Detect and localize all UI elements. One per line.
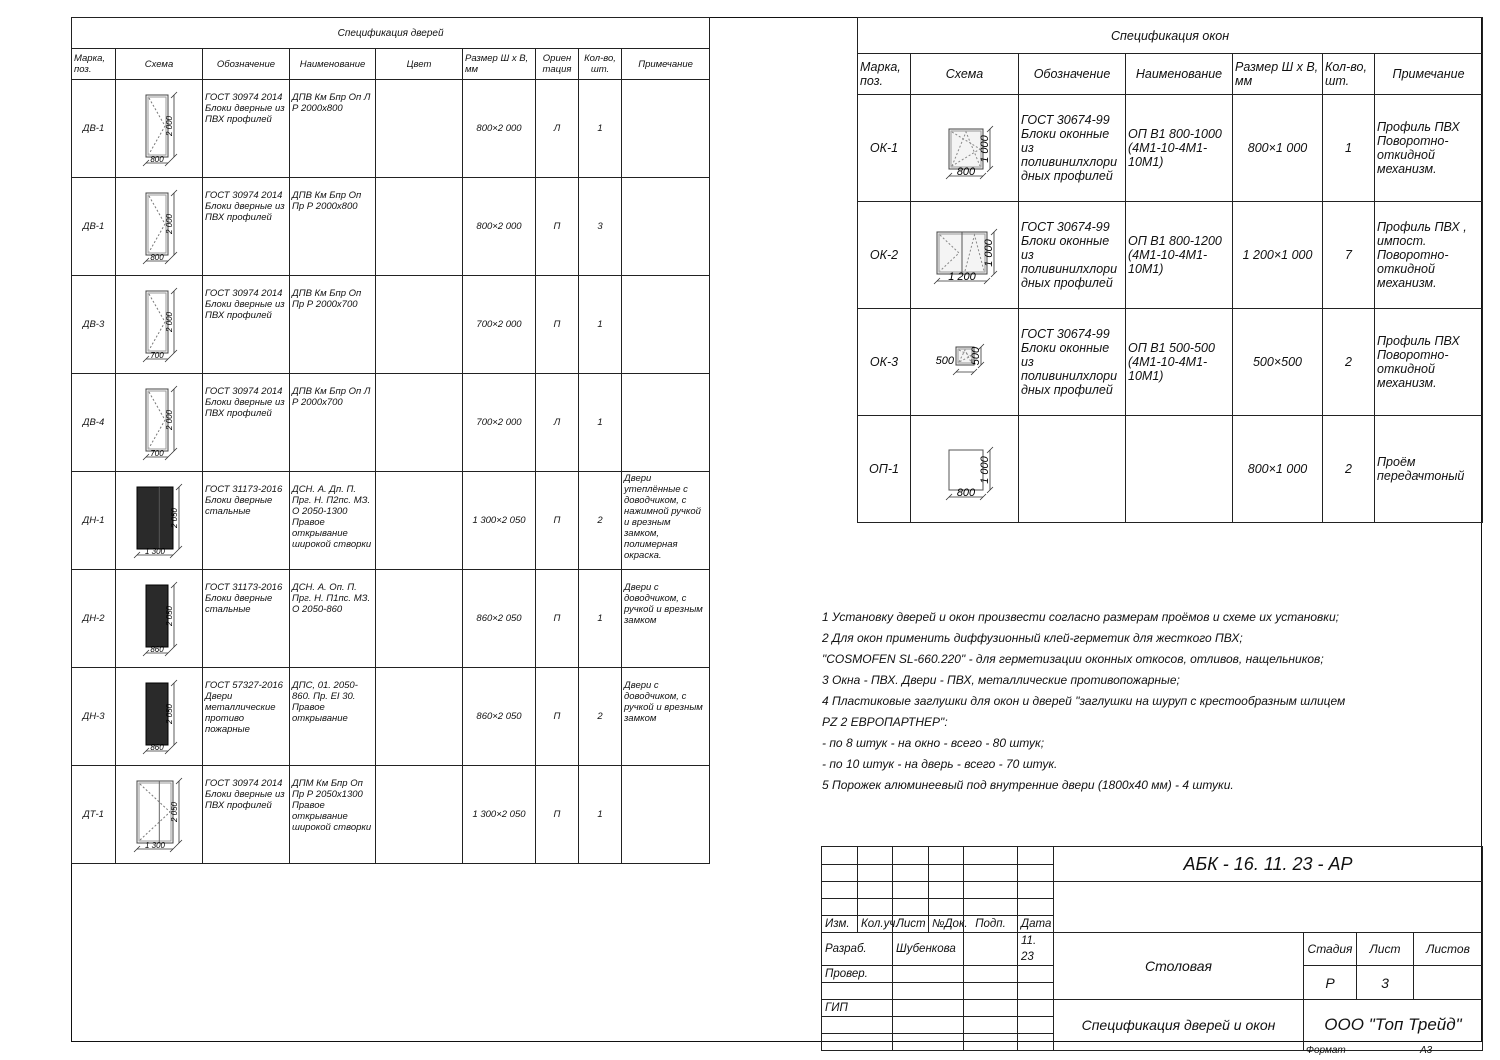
window-schema-cell	[911, 202, 1019, 309]
window-mark: ОК-1	[858, 95, 911, 202]
sheet-label: Лист	[1357, 933, 1414, 966]
door-name: ДПВ Км Бпр Оп Л Р 2000х800	[290, 80, 376, 178]
window-name: ОП В1 800-1000 (4М1-10-4М1-10М1)	[1126, 95, 1233, 202]
stamp-col-date: Дата	[1018, 916, 1054, 933]
dim-height: 2 050	[165, 703, 174, 724]
dim-height: 1 000	[978, 135, 991, 163]
door-schema-cell	[116, 668, 203, 766]
door-mark: ДТ-1	[72, 766, 116, 864]
dim-width: 800	[150, 252, 164, 262]
sheets-value	[1414, 966, 1483, 1000]
note-line: 2 Для окон применить диффузионный клей-герметик для жесткого ПВХ;	[822, 631, 1243, 645]
sheet-title: Спецификация дверей и окон	[1054, 1000, 1304, 1051]
door-name: ДСН. А. Дп. П. Прг. Н. П2пс. МЗ. О 2050-1300 Правое открывание широкой створки	[290, 472, 376, 570]
stamp-col-sheet: Лист	[893, 916, 929, 933]
window-designation	[1019, 416, 1126, 523]
door-qty: 1	[579, 276, 622, 374]
dim-height: 2 000	[165, 213, 174, 234]
window-name: ОП В1 800-1200 (4М1-10-4М1-10М1)	[1126, 202, 1233, 309]
col-mark: Марка, поз.	[72, 49, 116, 80]
col-schema: Схема	[116, 49, 203, 80]
door-color	[376, 668, 463, 766]
dim-width: 500	[935, 355, 954, 367]
door-designation: ГОСТ 31173-2016 Блоки дверные стальные	[203, 570, 290, 668]
door-name: ДПС, 01. 2050-860. Пр. EI 30. Правое открывание	[290, 668, 376, 766]
dim-width: 800	[956, 166, 975, 178]
door-designation: ГОСТ 30974 2014 Блоки дверные из ПВХ профилей	[203, 766, 290, 864]
window-size: 800×1 000	[1233, 416, 1323, 523]
door-mark: ДН-2	[72, 570, 116, 668]
developer-name: Шубенкова	[893, 933, 964, 966]
note-line: 5 Порожек алюминеевый под внутренние двери (1800х40 мм) - 4 штуки.	[822, 778, 1234, 792]
window-mark: ОП-1	[858, 416, 911, 523]
col-size: Размер Ш х В, мм	[1233, 54, 1323, 95]
door-schema-icon	[119, 285, 199, 365]
door-row	[72, 570, 710, 668]
door-schema-cell	[116, 178, 203, 276]
door-size: 860×2 050	[463, 668, 536, 766]
dim-height: 2 050	[170, 507, 179, 528]
dim-width: 860	[150, 742, 164, 752]
door-designation: ГОСТ 57327-2016 Двери металлические противо пожарные	[203, 668, 290, 766]
col-schema: Схема	[911, 54, 1019, 95]
window-size: 1 200×1 000	[1233, 202, 1323, 309]
window-qty: 2	[1323, 309, 1375, 416]
window-size: 500×500	[1233, 309, 1323, 416]
door-schema-icon	[119, 775, 199, 855]
window-schema-cell	[911, 309, 1019, 416]
door-name: ДПВ Км Бпр Оп Пр Р 2000х700	[290, 276, 376, 374]
windows-spec-table	[857, 17, 1483, 523]
door-orientation: Л	[536, 80, 579, 178]
door-qty: 3	[579, 178, 622, 276]
door-name: ДПМ Км Бпр Оп Пр Р 2050х1300 Правое открывание широкой створки	[290, 766, 376, 864]
door-orientation: П	[536, 766, 579, 864]
col-color: Цвет	[376, 49, 463, 80]
door-size: 700×2 000	[463, 374, 536, 472]
col-mark: Марка, поз.	[858, 54, 911, 95]
door-orientation: П	[536, 668, 579, 766]
door-note	[622, 276, 710, 374]
dim-width: 1 300	[144, 840, 166, 850]
door-color	[376, 766, 463, 864]
door-color	[376, 276, 463, 374]
door-row	[72, 766, 710, 864]
note-line: "COSMOFEN SL-660.220" - для герметизации оконных откосов, отливов, нащельников;	[822, 652, 1324, 666]
door-note: Двери с доводчиком, с ручкой и врезным замком	[622, 668, 710, 766]
dim-height: 2 050	[170, 801, 179, 822]
dim-height: 2 050	[165, 605, 174, 626]
dim-width: 860	[150, 644, 164, 654]
col-designation: Обозначение	[1019, 54, 1126, 95]
door-qty: 1	[579, 80, 622, 178]
col-name: Наименование	[290, 49, 376, 80]
window-row	[858, 202, 1483, 309]
window-mark: ОК-2	[858, 202, 911, 309]
window-schema-icon	[915, 424, 1015, 514]
stage-label: Стадия	[1304, 933, 1357, 966]
developer-date: 11. 23	[1018, 933, 1054, 966]
object-name: Столовая	[1054, 933, 1304, 1000]
col-designation: Обозначение	[203, 49, 290, 80]
door-schema-icon	[119, 579, 199, 659]
stamp-col-count: Кол.уч.	[858, 916, 893, 933]
role-developer: Разраб.	[822, 933, 893, 966]
door-schema-cell	[116, 374, 203, 472]
title-block	[821, 846, 1482, 1042]
door-orientation: П	[536, 472, 579, 570]
stage-value: Р	[1304, 966, 1357, 1000]
note-line: - по 8 штук - на окно - всего - 80 штук;	[822, 736, 1045, 750]
window-row	[858, 309, 1483, 416]
door-designation: ГОСТ 30974 2014 Блоки дверные из ПВХ профилей	[203, 276, 290, 374]
dim-width: 800	[956, 487, 975, 499]
stamp-col-sign: Подп.	[964, 916, 1018, 933]
door-designation: ГОСТ 30974 2014 Блоки дверные из ПВХ профилей	[203, 374, 290, 472]
window-name	[1126, 416, 1233, 523]
door-mark: ДВ-3	[72, 276, 116, 374]
role-checker: Провер.	[822, 966, 893, 983]
door-row	[72, 178, 710, 276]
door-size: 800×2 000	[463, 178, 536, 276]
door-row	[72, 668, 710, 766]
window-qty: 7	[1323, 202, 1375, 309]
door-color	[376, 178, 463, 276]
door-name: ДСН. А. Оп. П. Прг. Н. П1пс. МЗ. О 2050-860	[290, 570, 376, 668]
door-qty: 1	[579, 374, 622, 472]
door-designation: ГОСТ 30974 2014 Блоки дверные из ПВХ профилей	[203, 178, 290, 276]
door-row	[72, 472, 710, 570]
window-row	[858, 416, 1483, 523]
door-size: 800×2 000	[463, 80, 536, 178]
door-row	[72, 80, 710, 178]
dim-height: 2 000	[165, 115, 174, 136]
door-name: ДПВ Км Бпр Оп Л Р 2000х700	[290, 374, 376, 472]
col-qty: Кол-во, шт.	[579, 49, 622, 80]
dim-width: 700	[150, 448, 164, 458]
door-color	[376, 570, 463, 668]
door-qty: 1	[579, 766, 622, 864]
dim-height: 1 000	[978, 456, 991, 484]
window-schema-icon	[915, 103, 1015, 193]
door-row	[72, 374, 710, 472]
door-designation: ГОСТ 31173-2016 Блоки дверные стальные	[203, 472, 290, 570]
dim-height: 1 000	[982, 239, 995, 267]
dim-width: 800	[150, 154, 164, 164]
window-name: ОП В1 500-500 (4М1-10-4М1-10М1)	[1126, 309, 1233, 416]
window-note: Профиль ПВХ Поворотно-откидной механизм.	[1375, 95, 1483, 202]
col-name: Наименование	[1126, 54, 1233, 95]
note-line: 1 Установку дверей и окон произвести согласно размерам проёмов и схеме их установки;	[822, 610, 1339, 624]
window-note: Профиль ПВХ , импост. Поворотно-откидной механизм.	[1375, 202, 1483, 309]
door-schema-cell	[116, 80, 203, 178]
format-value: А3	[1420, 1045, 1433, 1056]
project-title-cell	[1054, 882, 1483, 933]
door-note	[622, 178, 710, 276]
window-designation: ГОСТ 30674-99 Блоки оконные из поливинилхлори дных профилей	[1019, 309, 1126, 416]
stamp-col-doc: №Док.	[929, 916, 964, 933]
general-notes	[822, 607, 1482, 796]
door-schema-cell	[116, 276, 203, 374]
col-size: Размер Ш х В, мм	[463, 49, 536, 80]
door-schema-icon	[119, 89, 199, 169]
window-schema-icon	[915, 317, 1015, 407]
door-schema-icon	[119, 481, 199, 561]
document-code: АБК - 16. 11. 23 - АР	[1054, 847, 1483, 882]
doors-spec-title: Спецификация дверей	[72, 18, 710, 49]
door-qty: 2	[579, 668, 622, 766]
door-schema-cell	[116, 766, 203, 864]
stamp-col-change: Изм.	[822, 916, 858, 933]
note-line: PZ 2 ЕВРОПАРТНЕР":	[822, 715, 948, 729]
door-note: Двери утеплённые с доводчиком, с нажимной ручкой и врезным замком, полимерная окраска.	[622, 472, 710, 570]
door-qty: 1	[579, 570, 622, 668]
door-color	[376, 472, 463, 570]
door-orientation: П	[536, 276, 579, 374]
door-schema-icon	[119, 677, 199, 757]
door-schema-icon	[119, 187, 199, 267]
door-note: Двери с доводчиком, с ручкой и врезным замком	[622, 570, 710, 668]
sheet-value: 3	[1357, 966, 1414, 1000]
window-qty: 1	[1323, 95, 1375, 202]
doors-spec-table	[71, 17, 710, 864]
dim-width: 1 300	[144, 546, 166, 556]
note-line: 4 Пластиковые заглушки для окон и дверей "заглушки на шуруп с крестообразным шлицем	[822, 694, 1346, 708]
door-note	[622, 766, 710, 864]
window-schema-cell	[911, 416, 1019, 523]
door-schema-cell	[116, 472, 203, 570]
door-orientation: П	[536, 178, 579, 276]
door-size: 700×2 000	[463, 276, 536, 374]
window-row	[858, 95, 1483, 202]
col-qty: Кол-во, шт.	[1323, 54, 1375, 95]
window-schema-cell	[911, 95, 1019, 202]
windows-spec-title: Спецификация окон	[858, 18, 1483, 54]
window-size: 800×1 000	[1233, 95, 1323, 202]
door-name: ДПВ Км Бпр Оп Пр Р 2000х800	[290, 178, 376, 276]
dim-height: 2 000	[165, 311, 174, 332]
window-note: Профиль ПВХ Поворотно-откидной механизм.	[1375, 309, 1483, 416]
door-qty: 2	[579, 472, 622, 570]
door-designation: ГОСТ 30974 2014 Блоки дверные из ПВХ профилей	[203, 80, 290, 178]
note-line: 3 Окна - ПВХ. Двери - ПВХ, металлические противопожарные;	[822, 673, 1180, 687]
format-label: Формат	[1306, 1045, 1346, 1056]
col-note: Примечание	[1375, 54, 1483, 95]
door-note	[622, 80, 710, 178]
door-orientation: Л	[536, 374, 579, 472]
door-size: 1 300×2 050	[463, 766, 536, 864]
window-mark: ОК-3	[858, 309, 911, 416]
dim-width: 700	[150, 350, 164, 360]
door-row	[72, 276, 710, 374]
dim-width: 1 200	[947, 271, 976, 283]
window-qty: 2	[1323, 416, 1375, 523]
organization-name: ООО "Топ Трейд"	[1304, 1000, 1483, 1051]
door-schema-cell	[116, 570, 203, 668]
door-size: 1 300×2 050	[463, 472, 536, 570]
door-size: 860×2 050	[463, 570, 536, 668]
door-mark: ДВ-1	[72, 178, 116, 276]
dim-height: 2 000	[165, 409, 174, 430]
col-note: Примечание	[622, 49, 710, 80]
note-line: - по 10 штук - на дверь - всего - 70 штук.	[822, 757, 1058, 771]
window-note: Проём передачтоный	[1375, 416, 1483, 523]
sheets-label: Листов	[1414, 933, 1483, 966]
role-gip: ГИП	[822, 1000, 893, 1017]
dim-height: 500	[969, 346, 982, 366]
window-designation: ГОСТ 30674-99 Блоки оконные из поливинилхлори дных профилей	[1019, 202, 1126, 309]
window-schema-icon	[915, 210, 1015, 300]
door-color	[376, 374, 463, 472]
door-note	[622, 374, 710, 472]
door-mark: ДН-3	[72, 668, 116, 766]
window-designation: ГОСТ 30674-99 Блоки оконные из поливинилхлори дных профилей	[1019, 95, 1126, 202]
door-mark: ДН-1	[72, 472, 116, 570]
door-mark: ДВ-1	[72, 80, 116, 178]
door-orientation: П	[536, 570, 579, 668]
door-mark: ДВ-4	[72, 374, 116, 472]
col-orientation: Ориен тация	[536, 49, 579, 80]
door-color	[376, 80, 463, 178]
door-schema-icon	[119, 383, 199, 463]
